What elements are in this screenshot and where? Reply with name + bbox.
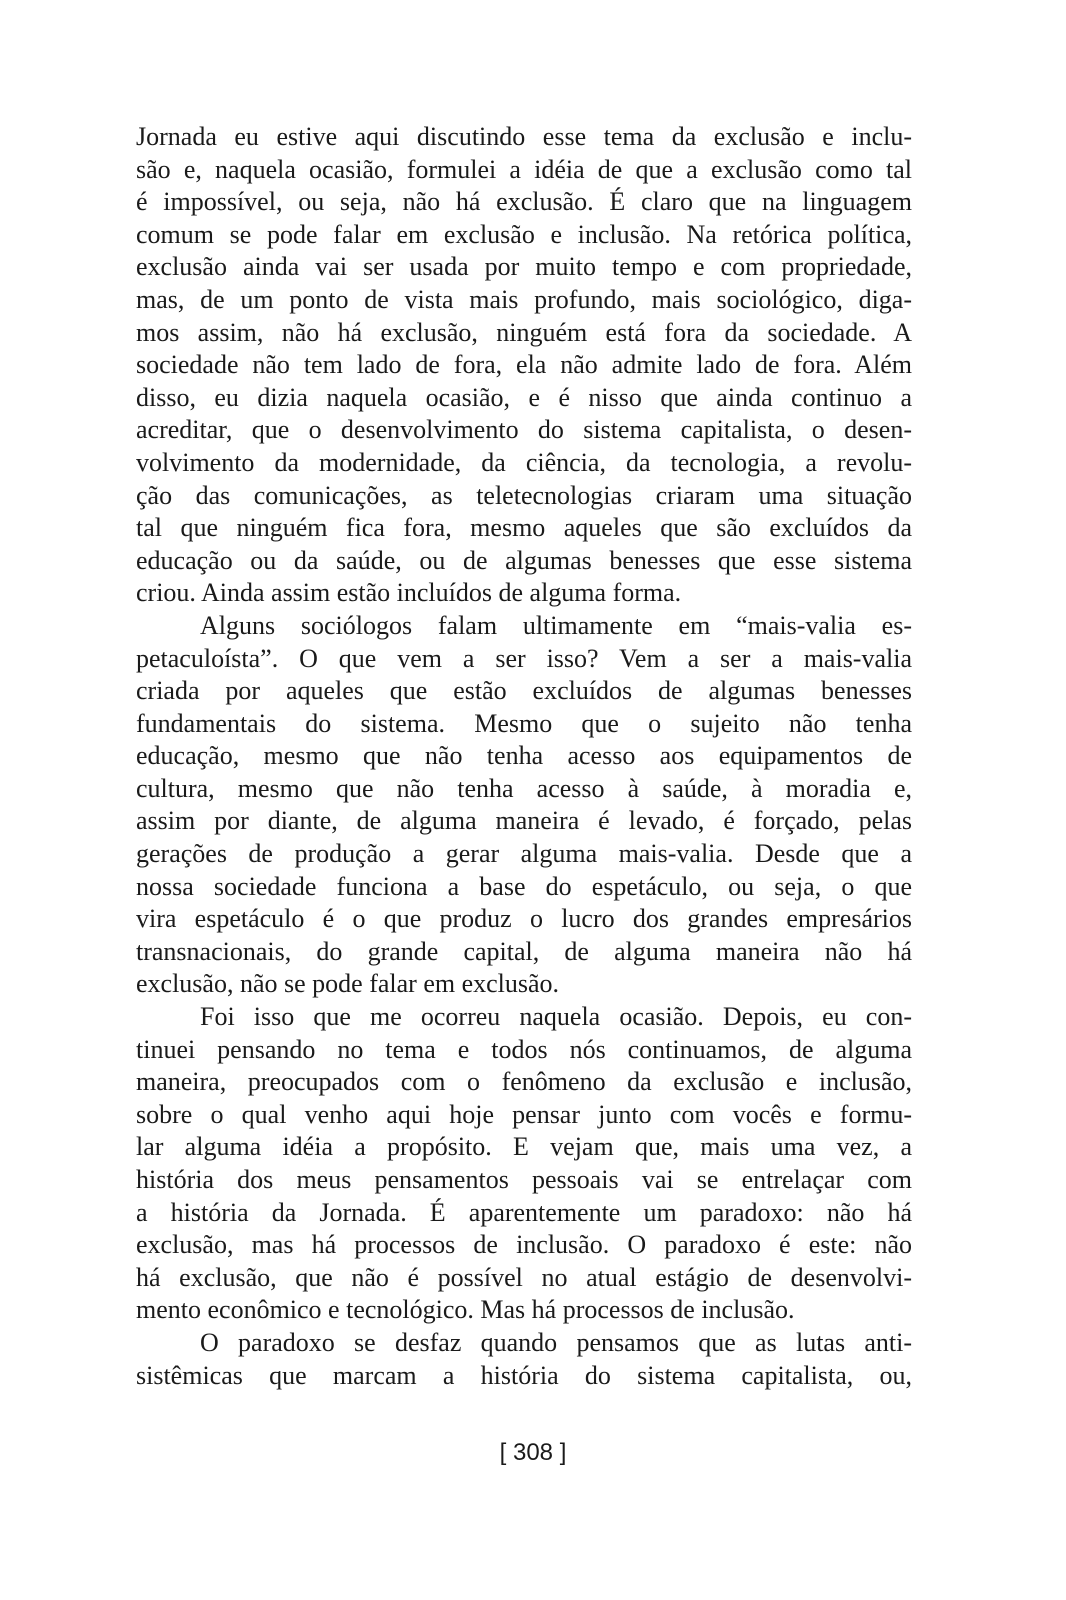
text-line: sistêmicas que marcam a história do sistema capitalista, ou, — [136, 1360, 912, 1390]
page-number: [ 308 ] — [499, 1439, 567, 1466]
text-line: tal que ninguém fica fora, mesmo aqueles que são excluídos da — [136, 513, 912, 543]
paragraph-2 — [136, 610, 912, 1001]
text-line: sociedade não tem lado de fora, ela não admite lado de fora. Além — [136, 350, 912, 380]
text-line: história dos meus pensamentos pessoais vai se entrelaçar com — [136, 1165, 912, 1194]
text-line: disso, eu dizia naquela ocasião, e é nisso que ainda continuo a — [136, 382, 912, 412]
text-line: acreditar, que o desenvolvimento do sistema capitalista, o desen- — [136, 415, 912, 445]
text-line: criada por aqueles que estão excluídos de algumas benesses — [136, 676, 912, 706]
text-line: maneira, preocupados com o fenômeno da exclusão e inclusão, — [136, 1067, 912, 1097]
text-line: há exclusão, que não é possível no atual estágio de desenvolvi- — [136, 1262, 912, 1292]
text-line: nossa sociedade funciona a base do espetáculo, ou seja, o que — [136, 871, 912, 901]
text-line: mas, de um ponto de vista mais profundo, mais sociológico, diga- — [136, 284, 912, 314]
text-line: Alguns sociólogos falam ultimamente em “mais-valia es- — [200, 610, 912, 640]
text-line: volvimento da modernidade, da ciência, da tecnologia, a revolu- — [136, 447, 912, 477]
text-line: Foi isso que me ocorreu naquela ocasião. Depois, eu con- — [200, 1002, 912, 1032]
text-line: criou. Ainda assim estão incluídos de alguma forma. — [136, 578, 682, 608]
text-line: comum se pode falar em exclusão e inclusão. Na retórica política, — [136, 219, 912, 249]
text-line: vira espetáculo é o que produz o lucro dos grandes empresários — [136, 904, 912, 934]
text-line: tinuei pensando no tema e todos nós continuamos, de alguma — [136, 1034, 912, 1064]
text-line: gerações de produção a gerar alguma mais-valia. Desde que a — [136, 839, 912, 869]
text-line: educação, mesmo que não tenha acesso aos equipamentos de — [136, 741, 912, 771]
text-line: lar alguma idéia a propósito. E vejam que, mais uma vez, a — [136, 1132, 912, 1162]
text-line: Jornada eu estive aqui discutindo esse tema da exclusão e inclu- — [136, 122, 912, 151]
text-line: ção das comunicações, as teletecnologias criaram uma situação — [136, 480, 912, 510]
text-line: transnacionais, do grande capital, de alguma maneira não há — [136, 936, 912, 966]
paragraph-1 — [136, 121, 912, 610]
paragraph-4 — [136, 1327, 912, 1392]
paragraph-3 — [136, 1001, 912, 1327]
text-line: fundamentais do sistema. Mesmo que o sujeito não tenha — [136, 708, 912, 738]
text-line: exclusão, mas há processos de inclusão. O paradoxo é este: não — [136, 1230, 912, 1260]
text-line: assim por diante, de alguma maneira é levado, é forçado, pelas — [136, 806, 912, 836]
text-line: exclusão, não se pode falar em exclusão. — [136, 969, 560, 999]
body-text — [136, 121, 912, 1392]
text-line: é impossível, ou seja, não há exclusão. É claro que na linguagem — [136, 187, 912, 217]
text-line: mento econômico e tecnológico. Mas há processos de inclusão. — [136, 1295, 795, 1325]
text-line: a história da Jornada. É aparentemente um paradoxo: não há — [136, 1197, 912, 1227]
text-line: exclusão ainda vai ser usada por muito tempo e com propriedade, — [136, 252, 912, 282]
text-line: sobre o qual venho aqui hoje pensar junto com vocês e formu- — [136, 1099, 912, 1129]
text-line: petaculoísta”. O que vem a ser isso? Vem a ser a mais-valia — [136, 643, 912, 673]
text-line: O paradoxo se desfaz quando pensamos que as lutas anti- — [200, 1327, 912, 1357]
text-line: são e, naquela ocasião, formulei a idéia de que a exclusão como tal — [136, 154, 912, 184]
text-line: educação ou da saúde, ou de algumas benesses que esse sistema — [136, 545, 912, 575]
text-line: mos assim, não há exclusão, ninguém está fora da sociedade. A — [136, 317, 912, 347]
text-line: cultura, mesmo que não tenha acesso à saúde, à moradia e, — [136, 773, 912, 803]
